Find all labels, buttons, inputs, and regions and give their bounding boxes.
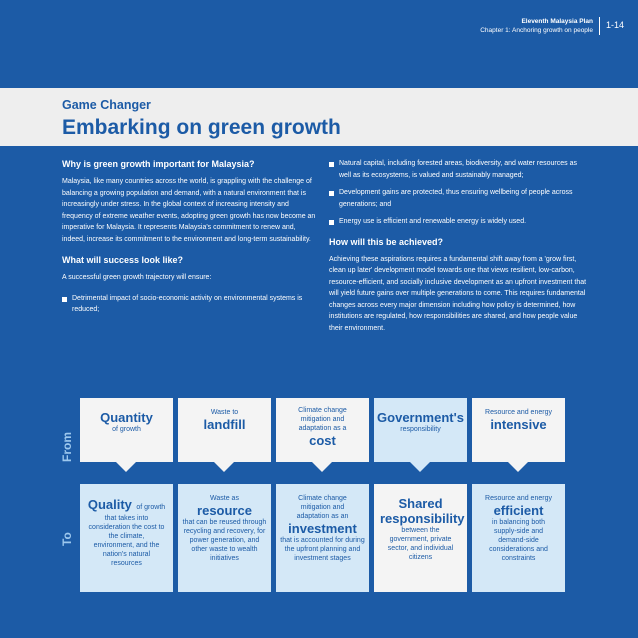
bullet-item: Energy use is efficient and renewable energy is widely used.	[329, 216, 589, 228]
arrow-down-icon	[312, 462, 332, 472]
bullet-item: Detrimental impact of socio-economic activity on environmental systems is reduced;	[62, 293, 318, 316]
from-box-climate: Climate change mitigation and adaptation as a cost	[276, 398, 369, 462]
left-column	[62, 158, 318, 322]
bullet-item: Development gains are protected, thus ensuring wellbeing of people across generations; and	[329, 187, 589, 210]
bullet-item: Natural capital, including forested areas, biodiversity, and water resources as well as its ecosystems, is valued and sustainably managed;	[329, 158, 589, 181]
to-box-quality: Quality of growth that takes into consideration the cost to the climate, environment, and the nation's natural resources	[80, 484, 173, 592]
to-label: To	[60, 532, 74, 546]
kicker: Game Changer	[62, 98, 151, 112]
paragraph-success: A successful green growth trajectory will ensure:	[62, 274, 212, 281]
page-number: 1-14	[605, 20, 624, 30]
to-box-resource-waste: Waste as resource that can be reused through recycling and recovery, for power generation, and other waste to wealth initiatives	[178, 484, 271, 592]
plan-title: Eleventh Malaysia Plan	[521, 18, 593, 25]
page-header	[480, 17, 624, 35]
to-box-efficient: Resource and energy efficient in balancing both supply-side and demand-side considerations and constraints	[472, 484, 565, 592]
from-box-waste: Waste to landfill	[178, 398, 271, 462]
heading-how: How will this be achieved?	[329, 236, 444, 247]
from-box-quantity: Quantity of growth	[80, 398, 173, 462]
arrow-down-icon	[508, 462, 528, 472]
right-column	[329, 158, 589, 343]
arrow-down-icon	[214, 462, 234, 472]
from-box-government: Government's responsibility	[374, 398, 467, 462]
to-box-shared: Shared responsibility between the government, private sector, and individual citizens	[374, 484, 467, 592]
paragraph-how: Achieving these aspirations requires a fundamental shift away from a 'grow first, clean up later' development model towards one that views resilient, low-carbon, resource-efficient, and socially inclusive development as an upfront investment that will yield future gains over multiple generations to come. This requires fundamental changes across every major dimension including how policy is determined, how institutions are regulated, how responsibilities are shared, and how people value their environment.	[329, 255, 587, 332]
heading-success: What will success look like?	[62, 255, 184, 265]
chapter-title: Chapter 1: Anchoring growth on people	[480, 27, 593, 34]
arrow-down-icon	[410, 462, 430, 472]
from-label: From	[60, 432, 74, 462]
arrow-down-icon	[116, 462, 136, 472]
page-title: Embarking on green growth	[62, 116, 341, 139]
heading-why: Why is green growth important for Malaysia?	[62, 159, 255, 169]
from-box-resource: Resource and energy intensive	[472, 398, 565, 462]
to-box-investment: Climate change mitigation and adaptation as an investment that is accounted for during the upfront planning and investment stages	[276, 484, 369, 592]
paragraph-why: Malaysia, like many countries across the world, is grappling with the challenge of balancing a growing population and demand, with a natural environment that is increasingly under stress. In the global context of increasing intensity and frequency of extreme weather events, adopting green growth has now become an imperative for Malaysia. It represents Malaysia's commitment to renew and, indeed, increase its commitment to the environment and long-term sustainability.	[62, 178, 316, 243]
